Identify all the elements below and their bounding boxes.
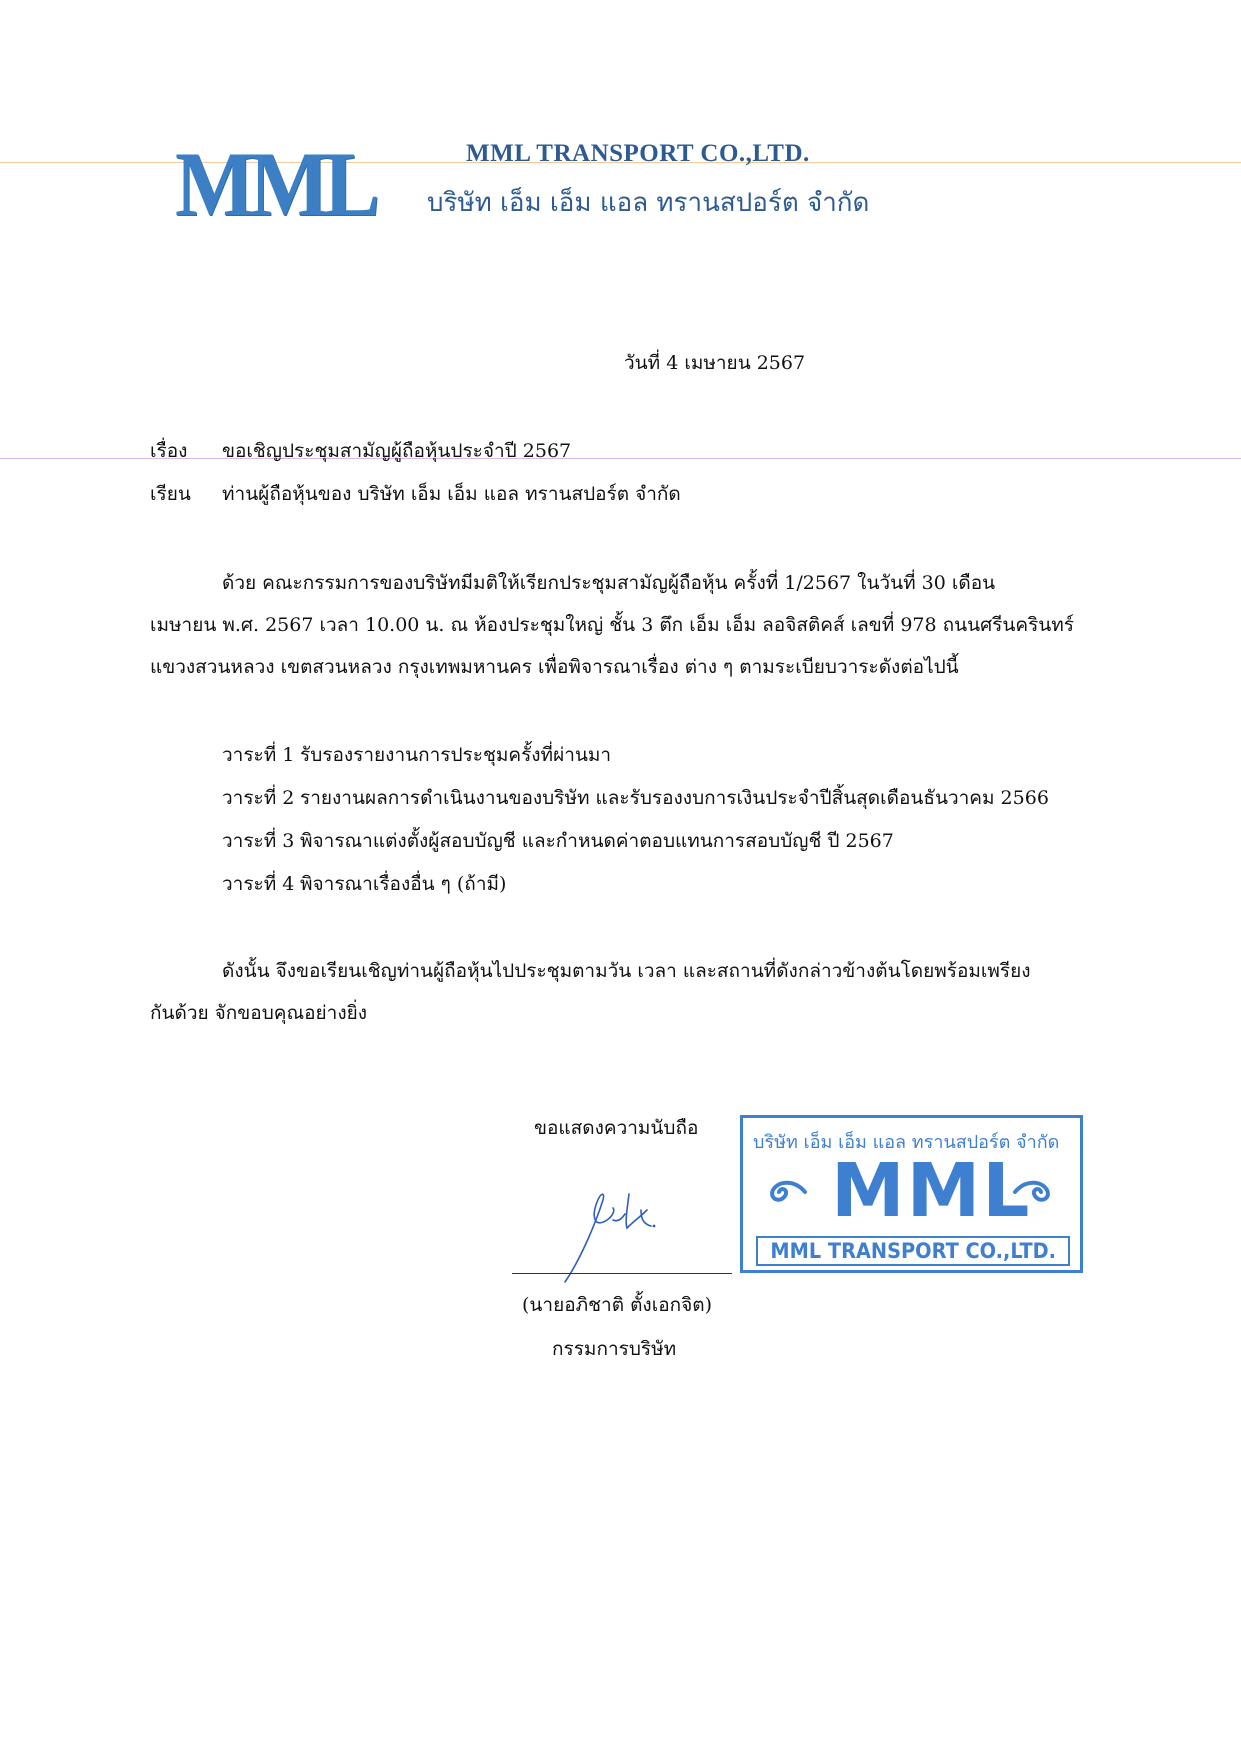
body-line: เมษายน พ.ศ. 2567 เวลา 10.00 น. ณ ห้องประชุมใหญ่ ชั้น 3 ตึก เอ็ม เอ็ม ลอจิสติคส์ เลขที่ 978 ถนนศรีนครินทร์ (150, 614, 1074, 636)
company-name-thai: บริษัท เอ็ม เอ็ม แอล ทรานสปอร์ต จำกัด (427, 188, 870, 218)
body-line: แขวงสวนหลวง เขตสวนหลวง กรุงเทพมหานคร เพื่อพิจารณาเรื่อง ต่าง ๆ ตามระเบียบวาระดังต่อไปนี้ (150, 656, 959, 678)
stamp-company-english (756, 1236, 1070, 1266)
stamp-logo: MML (831, 1148, 1032, 1234)
stamp-logo-row (743, 1148, 1080, 1234)
stamp-company-thai: บริษัท เอ็ม เอ็ม แอล ทรานสปอร์ต จำกัด (753, 1132, 1060, 1153)
subject-label: เรื่อง (150, 440, 188, 462)
agenda-number: วาระที่ 1 (222, 744, 295, 766)
company-logo: MML (175, 133, 375, 235)
agenda-text: รายงานผลการดำเนินงานของบริษัท และรับรองงบการเงินประจำปีสิ้นสุดเดือนธันวาคม 2566 (300, 787, 1049, 809)
agenda-item (222, 783, 1049, 813)
agenda-item (222, 740, 611, 770)
closing-regards: ขอแสดงความนับถือ (534, 1117, 699, 1139)
agenda-number: วาระที่ 3 (222, 830, 295, 852)
company-name-english: MML TRANSPORT CO.,LTD. (466, 140, 810, 167)
body-paragraph-intro (150, 562, 1090, 688)
recipient-label: เรียน (150, 483, 191, 505)
agenda-number: วาระที่ 4 (222, 873, 295, 895)
agenda-text: รับรองรายงานการประชุมครั้งที่ผ่านมา (300, 744, 612, 766)
body-paragraph-closing (150, 950, 1090, 1034)
body-line: กันด้วย จักขอบคุณอย่างยิ่ง (150, 1002, 368, 1024)
signatory-name: (นายอภิชาติ ตั้งเอกจิต) (522, 1294, 712, 1316)
agenda-text: พิจารณาแต่งตั้งผู้สอบบัญชี และกำหนดค่าตอบแทนการสอบบัญชี ปี 2567 (300, 830, 894, 852)
signature-line (512, 1273, 732, 1274)
company-stamp (740, 1115, 1083, 1273)
letter-date: วันที่ 4 เมษายน 2567 (624, 352, 806, 374)
agenda-number: วาระที่ 2 (222, 787, 295, 809)
body-line: ดังนั้น จึงขอเรียนเชิญท่านผู้ถือหุ้นไปประชุมตามวัน เวลา และสถานที่ดังกล่าวข้างต้นโดยพร้อมเพรียง (222, 960, 1031, 982)
stamp-ornament-icon (765, 1172, 809, 1212)
body-line: ด้วย คณะกรรมการของบริษัทมีมติให้เรียกประชุมสามัญผู้ถือหุ้น ครั้งที่ 1/2567 ในวันที่ 30 เดือน (222, 572, 996, 594)
recipient-text: ท่านผู้ถือหุ้นของ บริษัท เอ็ม เอ็ม แอล ทรานสปอร์ต จำกัด (222, 483, 681, 505)
subject-text: ขอเชิญประชุมสามัญผู้ถือหุ้นประจำปี 2567 (222, 440, 572, 462)
stamp-ornament-icon (1011, 1172, 1055, 1212)
stamp-company-english-text: MML TRANSPORT CO.,LTD. (770, 1239, 1057, 1263)
agenda-item (222, 869, 506, 899)
agenda-item (222, 826, 894, 856)
agenda-text: พิจารณาเรื่องอื่น ๆ (ถ้ามี) (300, 873, 507, 895)
signatory-title: กรรมการบริษัท (552, 1338, 677, 1360)
